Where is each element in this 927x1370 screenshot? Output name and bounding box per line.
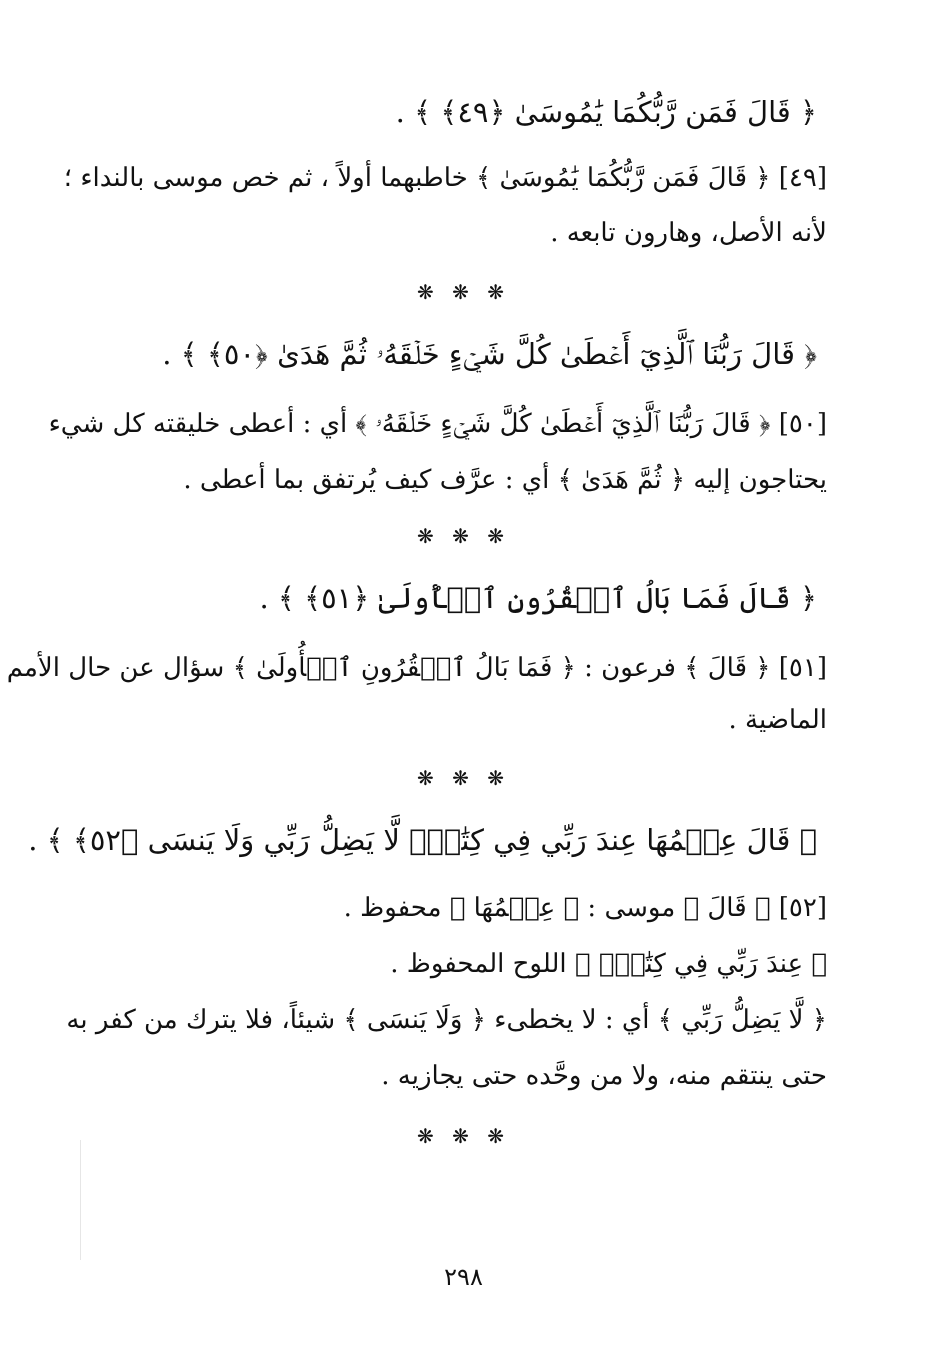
commentary-52-line-4: حتى ينتقم منه، ولا من وحَّده حتى يجازيه . [381, 1061, 827, 1091]
ayah-52: ﴿ قَالَ عِلۡمُهَا عِندَ رَبِّي فِي كِتَٰبٖۖ لَّا يَضِلُّ رَبِّي وَلَا يَنسَى ﴿٥٢﴾ ﴾ . [28, 823, 817, 857]
section-separator: ❋ ❋ ❋ [417, 524, 510, 548]
commentary-52-line-3: ﴿ لَّا يَضِلُّ رَبِّي ﴾ أي : لا يخطىء ﴿ وَلَا يَنسَى ﴾ شيئاً، فلا يترك من كفر به [66, 1005, 827, 1035]
commentary-52-line-2: ﴿ عِندَ رَبِّي فِي كِتَٰبٖۖ ﴾ اللوح المحفوظ . [390, 949, 827, 979]
commentary-50-line-1: [٥٠] ﴿ قَالَ رَبُّنَا ٱلَّذِيٓ أَعۡطَىٰ كُلَّ شَيۡءٍ خَلۡقَهُۥ ﴾ أي : أعطى خليقته كل شيء [48, 409, 827, 439]
commentary-50-line-2: يحتاجون إليه ﴿ ثُمَّ هَدَىٰ ﴾ أي : عرَّف كيف يُرتفق بما أعطى . [183, 465, 827, 495]
section-separator: ❋ ❋ ❋ [417, 766, 510, 790]
commentary-49-line-2: لأنه الأصل، وهارون تابعه . [550, 218, 827, 248]
section-separator: ❋ ❋ ❋ [417, 1124, 510, 1148]
ayah-51: ﴿ قَالَ فَمَا بَالُ ٱلۡقُرُونِ ٱلۡأُولَىٰ ﴿٥١﴾ ﴾ . [259, 581, 817, 615]
ayah-50: ﴿ قَالَ رَبُّنَا ٱلَّذِيٓ أَعۡطَىٰ كُلَّ شَيۡءٍ خَلۡقَهُۥ ثُمَّ هَدَىٰ ﴿٥٠﴾ ﴾ . [162, 337, 817, 371]
scan-margin-line [80, 1140, 81, 1260]
book-page [6, 0, 827, 1370]
commentary-52-line-1: [٥٢] ﴿ قَالَ ﴾ موسى : ﴿ عِلۡمُهَا ﴾ محفوظ . [343, 893, 827, 923]
commentary-49-line-1: [٤٩] ﴿ قَالَ فَمَن رَّبُّكُمَا يَٰمُوسَىٰ ﴾ خاطبهما أولاً ، ثم خص موسى بالنداء ؛ [63, 163, 827, 193]
page-number: ٢٩٨ [444, 1263, 483, 1291]
commentary-51-line-1: [٥١] ﴿ قَالَ ﴾ فرعون : ﴿ فَمَا بَالُ ٱلۡقُرُونِ ٱلۡأُولَىٰ ﴾ سؤال عن حال الأمم [6, 653, 827, 683]
section-separator: ❋ ❋ ❋ [417, 280, 510, 304]
commentary-51-line-2: الماضية . [728, 705, 827, 735]
ayah-49: ﴿ قَالَ فَمَن رَّبُّكُمَا يَٰمُوسَىٰ ﴿٤٩﴾ ﴾ . [395, 95, 817, 129]
